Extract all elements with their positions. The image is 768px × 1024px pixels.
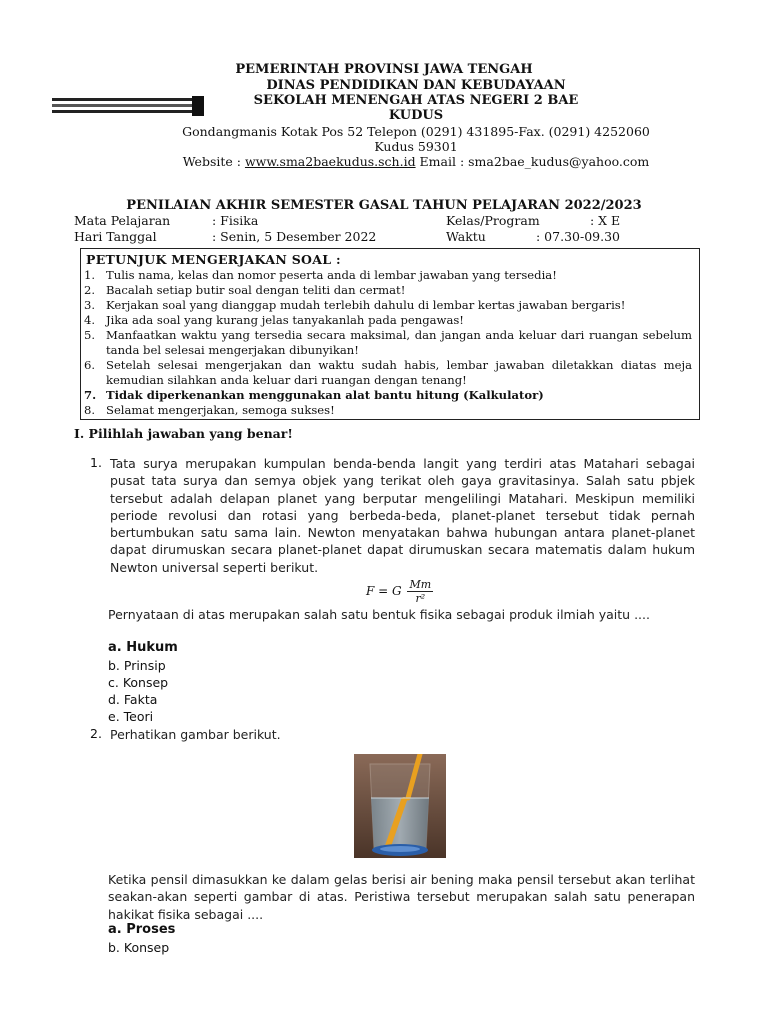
question-prompt: Pernyataan di atas merupakan salah satu bentuk fisika sebagai produk ilmiah yaitu .... (108, 607, 650, 622)
email-address[interactable]: sma2bae_kudus@yahoo.com (468, 154, 650, 169)
gravitation-formula (366, 578, 433, 605)
contact-line (32, 154, 768, 169)
instruction-item (84, 358, 692, 388)
time-label: Waktu (446, 229, 486, 244)
instruction-text: Tulis nama, kelas dan nomor peserta anda di lembar jawaban yang tersedia! (106, 268, 557, 282)
website-link[interactable]: www.sma2baekudus.sch.id (244, 154, 416, 169)
instruction-number: 4. (84, 313, 96, 327)
date-value: : Senin, 5 Desember 2022 (212, 229, 377, 244)
formula-fraction (407, 578, 433, 605)
class-value: : X E (590, 213, 621, 228)
question-number: 1. (90, 455, 102, 470)
instruction-item (84, 283, 692, 298)
instruction-number: 7. (84, 388, 97, 402)
instruction-item (84, 388, 692, 403)
instruction-number: 5. (84, 328, 96, 342)
instruction-number: 1. (84, 268, 96, 282)
instruction-number: 3. (84, 298, 96, 312)
instruction-text: Selamat mengerjakan, semoga sukses! (106, 403, 335, 417)
class-label: Kelas/Program (446, 213, 540, 228)
option-e[interactable]: e. Teori (108, 709, 154, 724)
option-a[interactable]: a. Hukum (108, 640, 178, 655)
instruction-text: Manfaatkan waktu yang tersedia secara maksimal, dan jangan anda keluar dari ruangan sebelum tanda bel selesai mengerjakan dibunyikan! (106, 328, 692, 357)
instruction-item (84, 313, 692, 328)
formula-numerator: Mm (409, 578, 432, 591)
exam-title: PENILAIAN AKHIR SEMESTER GASAL TAHUN PELAJARAN 2022/2023 (126, 198, 642, 213)
instruction-number: 6. (84, 358, 96, 372)
email-label: Email : (415, 154, 469, 169)
school-name: SEKOLAH MENENGAH ATAS NEGERI 2 BAE (253, 93, 579, 108)
option-a[interactable]: a. Proses (108, 922, 176, 937)
school-address: Gondangmanis Kotak Pos 52 Telepon (0291) 431895-Fax. (0291) 4252060 (182, 124, 650, 139)
option-b[interactable]: b. Konsep (108, 940, 170, 955)
instruction-item (84, 403, 692, 418)
date-label: Hari Tanggal (74, 229, 157, 244)
school-city: KUDUS (388, 108, 444, 123)
section-title: I. Pilihlah jawaban yang benar! (74, 426, 293, 441)
subject-value: : Fisika (212, 213, 259, 228)
department-name: DINAS PENDIDIKAN DAN KEBUDAYAAN (266, 78, 566, 93)
option-d[interactable]: d. Fakta (108, 692, 158, 707)
formula-denominator: r² (415, 592, 426, 605)
website-label: Website : (182, 154, 245, 169)
question-prompt: Ketika pensil dimasukkan ke dalam gelas berisi air bening maka pensil tersebut akan terlihat seakan-akan seperti gambar di atas. Peristiwa tersebut merupakan salah satu penerapan hakikat fisika sebagai .... (108, 872, 695, 922)
question-stem: Perhatikan gambar berikut. (110, 727, 281, 742)
instruction-item (84, 328, 692, 358)
instruction-text: Jika ada soal yang kurang jelas tanyakanlah pada pengawas! (106, 313, 464, 327)
subject-label: Mata Pelajaran (74, 213, 171, 228)
school-postal: Kudus 59301 (374, 139, 458, 154)
option-c[interactable]: c. Konsep (108, 675, 169, 690)
instruction-text: Bacalah setiap butir soal dengan teliti dan cermat! (106, 283, 406, 297)
instruction-number: 8. (84, 403, 96, 417)
instruction-item (84, 268, 692, 283)
instruction-text: Tidak diperkenankan menggunakan alat bantu hitung (Kalkulator) (106, 388, 544, 402)
formula-lhs: F = G (366, 584, 402, 598)
time-value: : 07.30-09.30 (536, 229, 620, 244)
instructions-title: PETUNJUK MENGERJAKAN SOAL : (86, 252, 341, 267)
question-number: 2. (90, 726, 102, 741)
instruction-text: Kerjakan soal yang dianggap mudah terlebih dahulu di lembar kertas jawaban bergaris! (106, 298, 626, 312)
govt-name: PEMERINTAH PROVINSI JAWA TENGAH (235, 62, 533, 77)
question-stem: Tata surya merupakan kumpulan benda-benda langit yang terdiri atas Matahari sebagai pusat tata surya dan semya objek yang terikat oleh gaya gravitasinya. Salah satu pbjek tersebut adalah delapan planet yang berputar mengelilingi Matahari. Meskipun memiliki periode revolusi dan rotasi yang berbeda-beda, planet-planet tersebut tidak pernah bertumbukan satu sama lain. Newton menyatakan bahwa hubungan antara planet-planet dapat dirumuskan secara planet-planet dapat dirumuskan secara matematis dalam hukum Newton universal seperti berikut. (110, 456, 695, 575)
instructions-list (84, 268, 692, 418)
glass-pencil-image (354, 754, 446, 858)
instruction-item (84, 298, 692, 313)
option-b[interactable]: b. Prinsip (108, 658, 166, 673)
glass-pencil-illustration (354, 754, 446, 858)
instruction-text: Setelah selesai mengerjakan dan waktu sudah habis, lembar jawaban diletakkan diatas meja kemudian silahkan anda keluar dari ruangan dengan tenang! (106, 358, 692, 387)
instruction-number: 2. (84, 283, 96, 297)
